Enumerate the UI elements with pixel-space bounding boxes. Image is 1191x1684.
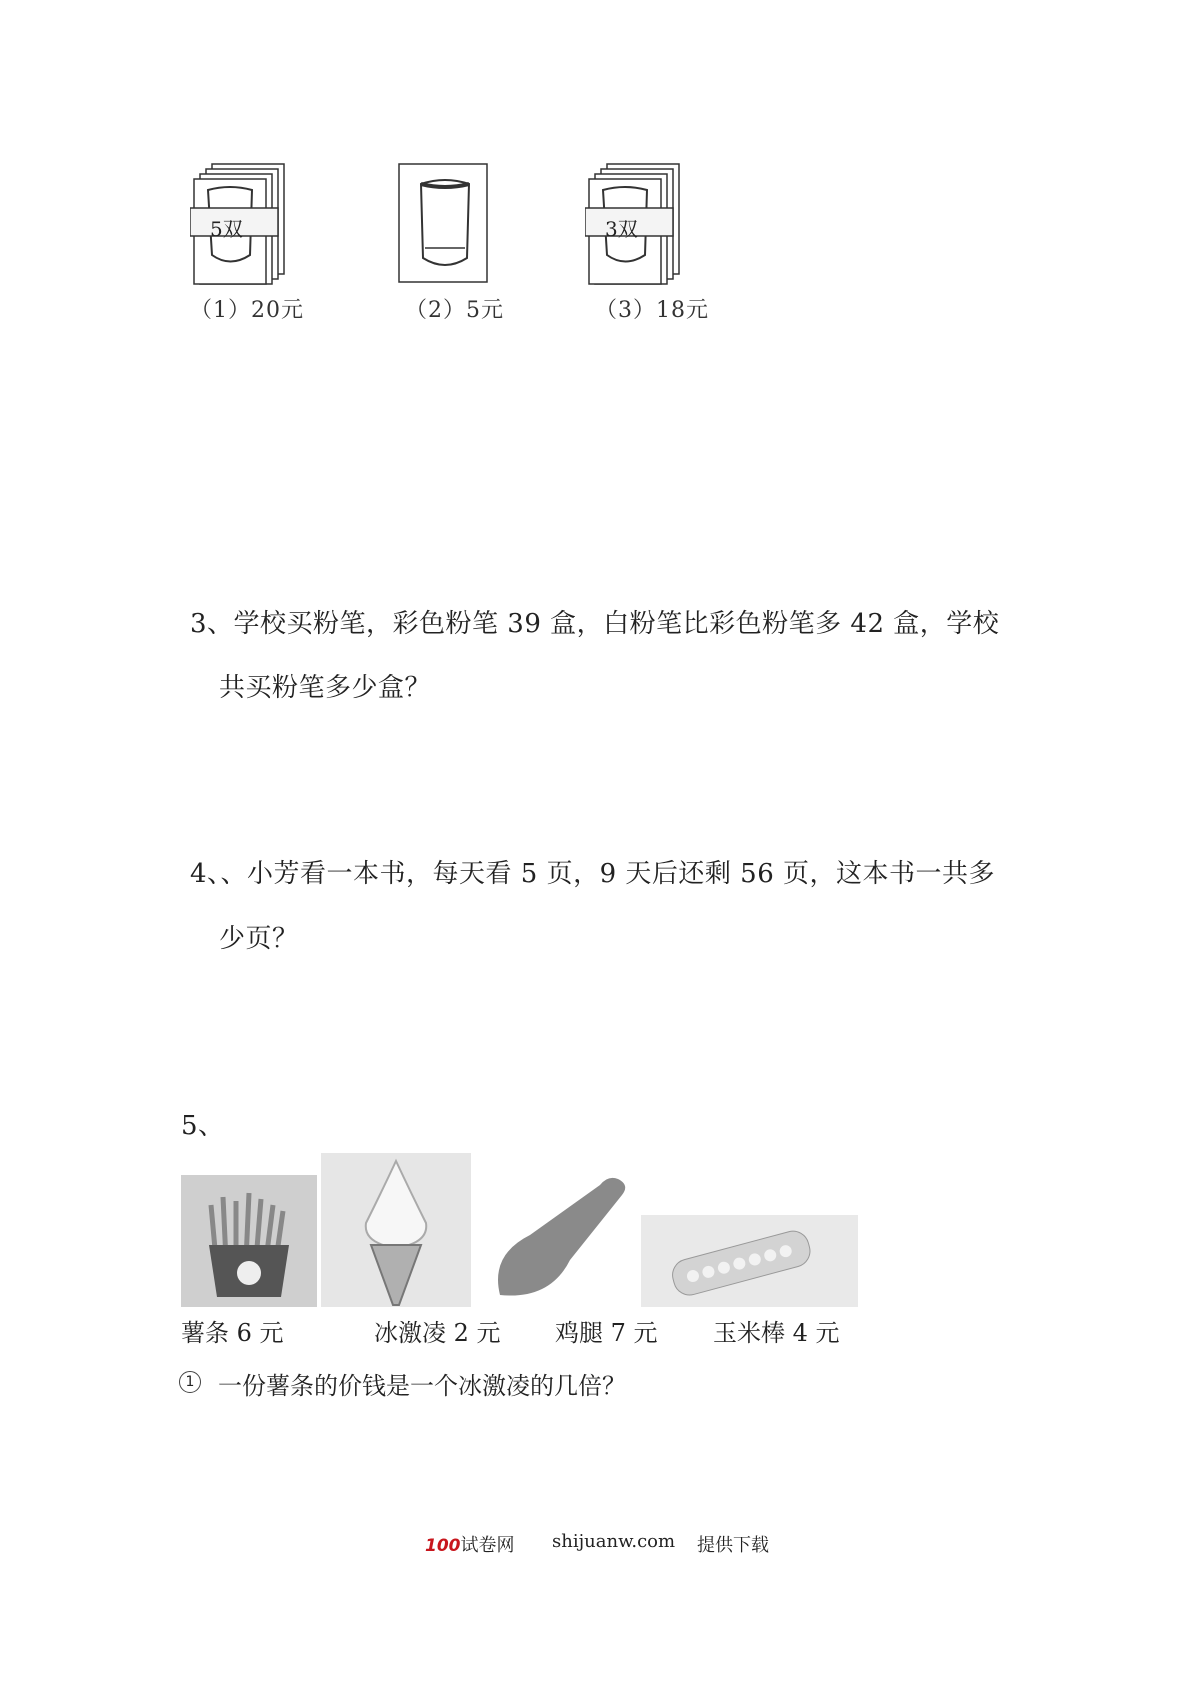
sock-caption-2: （2）5元 xyxy=(405,298,504,323)
footer-logo-number: 100 xyxy=(425,1536,461,1556)
footer-site: shijuanw.com xyxy=(552,1531,676,1552)
ice-cream-image xyxy=(321,1153,471,1307)
question-4-line-1: 4、、小芳看一本书，每天看 5 页，9 天后还剩 56 页，这本书一共多 xyxy=(190,859,996,889)
food-label-chicken-leg: 鸡腿 7 元 xyxy=(555,1319,658,1347)
sock-caption-1: （1）20元 xyxy=(190,298,304,323)
sock-pack-3-label: 3双 xyxy=(605,217,638,241)
sock-pack-5-label: 5双 xyxy=(210,217,243,241)
corn-image xyxy=(641,1215,858,1307)
question-5-label: 5、 xyxy=(181,1111,225,1141)
sub-question-1-text: 一份薯条的价钱是一个冰激凌的几倍？ xyxy=(218,1372,626,1400)
question-4-line-2: 少页？ xyxy=(219,924,299,954)
fries-image xyxy=(181,1175,317,1307)
footer-note: 提供下载 xyxy=(697,1535,769,1556)
footer-logo-text: 试卷网 xyxy=(460,1535,515,1556)
chicken-leg-image xyxy=(490,1165,640,1307)
sub-question-number: 1 xyxy=(179,1371,201,1393)
food-label-ice-cream: 冰激凌 2 元 xyxy=(374,1319,501,1347)
question-3-line-2: 共买粉笔多少盒？ xyxy=(219,673,432,703)
food-label-fries: 薯条 6 元 xyxy=(181,1319,284,1347)
food-label-corn: 玉米棒 4 元 xyxy=(713,1319,840,1347)
footer-logo xyxy=(425,1531,515,1557)
single-sock-image xyxy=(395,160,495,289)
question-3-line-1: 3、学校买粉笔，彩色粉笔 39 盒，白粉笔比彩色粉笔多 42 盒，学校 xyxy=(190,609,1000,639)
sock-caption-3: （3）18元 xyxy=(595,298,709,323)
